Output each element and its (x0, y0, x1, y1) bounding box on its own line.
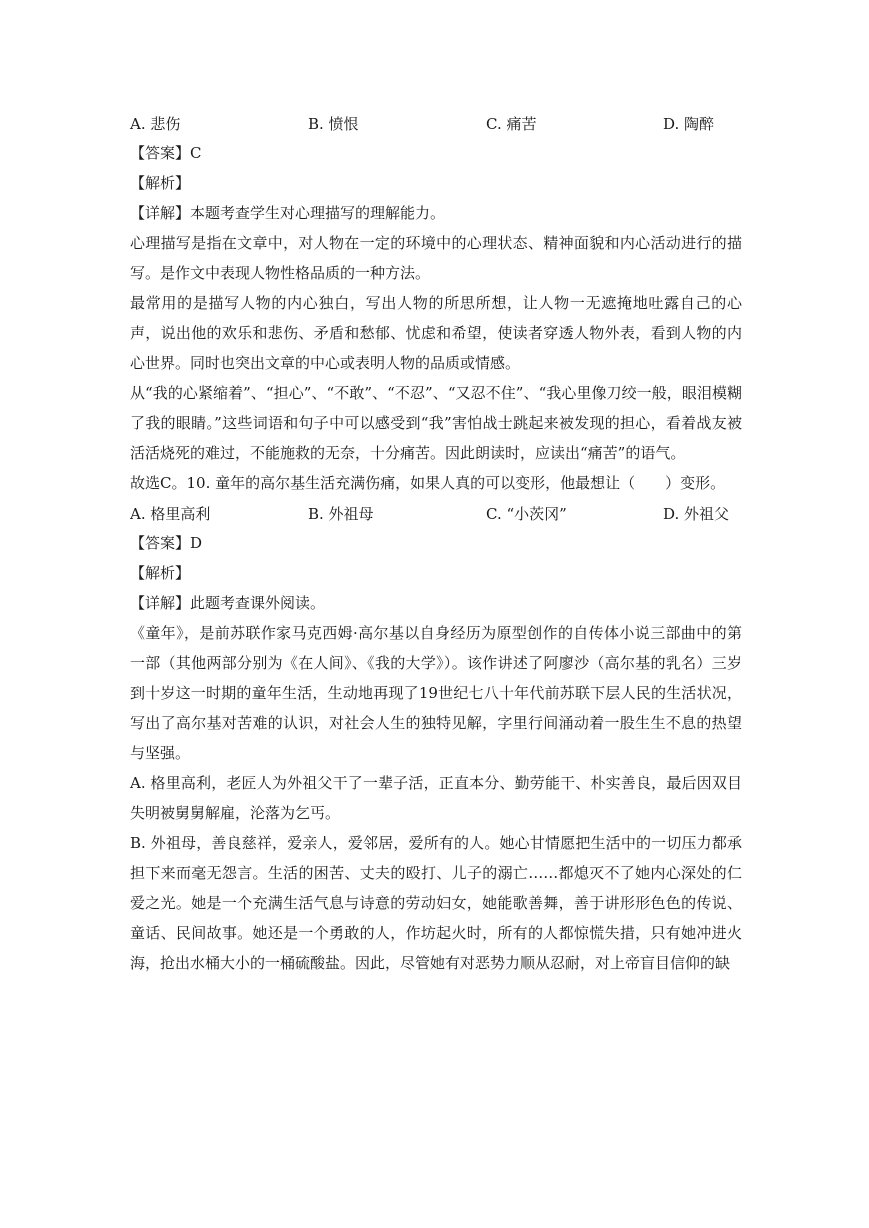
q10-paragraph-1: 《童年》，是前苏联作家马克西姆·高尔基以自身经历为原型创作的自传体小说三部曲中的第一部（其他两部分别为《在人间》、《我的大学》）。该作讲述了阿廖沙（高尔基的乳名）三岁到十岁这一时期的童年生活，生动地再现了19世纪七八十年代前苏联下层人民的生活状况，写出了高尔基对苦难的认识，对社会人生的独特见解，字里行间涌动着一股生生不息的热望与坚强。 (130, 624, 742, 762)
q9-option-d[interactable]: D. 陶醉 (663, 114, 715, 133)
q9-option-b[interactable]: B. 愤恨 (308, 114, 359, 133)
q10-detail: 【详解】此题考查课外阅读。 (130, 594, 326, 612)
q10-question-stem: 故选C。10. 童年的高尔基生活充满伤痛，如果人真的可以变形，他最想让（ ）变形。 (130, 474, 726, 492)
q10-analysis-heading: 【解析】 (130, 564, 191, 582)
q9-option-a[interactable]: A. 悲伤 (130, 114, 181, 133)
q9-option-c[interactable]: C. 痛苦 (486, 114, 537, 133)
q10-option-d[interactable]: D. 外祖父 (663, 504, 730, 523)
q9-paragraph-3: 从“我的心紧缩着”、“担心”、“不敢”、“不忍”、“又忍不住”、“我心里像刀绞一般，眼泪模糊了我的眼睛。”这些词语和句子中可以感受到“我”害怕战士跳起来被发现的担心，看着战友被活活烧死的难过，不能施救的无奈，十分痛苦。因此朗读时，应读出“痛苦”的语气。 (130, 384, 742, 462)
q9-paragraph-2: 最常用的是描写人物的内心独白，写出人物的所思所想，让人物一无遮掩地吐露自己的心声，说出他的欢乐和悲伤、矛盾和愁郁、忧虑和希望，使读者穿透人物外表，看到人物的内心世界。同时也突出文章的中心或表明人物的品质或情感。 (130, 294, 742, 372)
q10-option-a[interactable]: A. 格里高利 (130, 504, 211, 523)
q10-option-c[interactable]: C. “小茨冈” (486, 504, 567, 523)
q9-answer: 【答案】C (130, 144, 202, 162)
q10-options (130, 498, 742, 528)
q9-analysis-heading: 【解析】 (130, 174, 191, 192)
q10-paragraph-2: A. 格里高利，老匠人为外祖父干了一辈子活，正直本分、勤劳能干、朴实善良，最后因双目失明被舅舅解雇，沦落为乞丐。 (130, 774, 742, 822)
q9-paragraph-1: 心理描写是指在文章中，对人物在一定的环境中的心理状态、精神面貌和内心活动进行的描写。是作文中表现人物性格品质的一种方法。 (130, 234, 742, 282)
q10-answer: 【答案】D (130, 534, 203, 552)
document-page (130, 108, 742, 978)
q10-paragraph-3: B. 外祖母，善良慈祥，爱亲人，爱邻居，爱所有的人。她心甘情愿把生活中的一切压力都承担下来而毫无怨言。生活的困苦、丈夫的殴打、儿子的溺亡……都熄灭不了她内心深处的仁爱之光。她是一个充满生活气息与诗意的劳动妇女，她能歌善舞，善于讲形形色色的传说、童话、民间故事。她还是一个勇敢的人，作坊起火时，所有的人都惊慌失措，只有她冲进火海，抢出水桶大小的一桶硫酸盐。因此，尽管她有对恶势力顺从忍耐，对上帝盲目信仰的缺 (130, 834, 742, 972)
q10-option-b[interactable]: B. 外祖母 (308, 504, 374, 523)
q9-options (130, 108, 742, 138)
q9-detail: 【详解】本题考查学生对心理描写的理解能力。 (130, 204, 446, 222)
